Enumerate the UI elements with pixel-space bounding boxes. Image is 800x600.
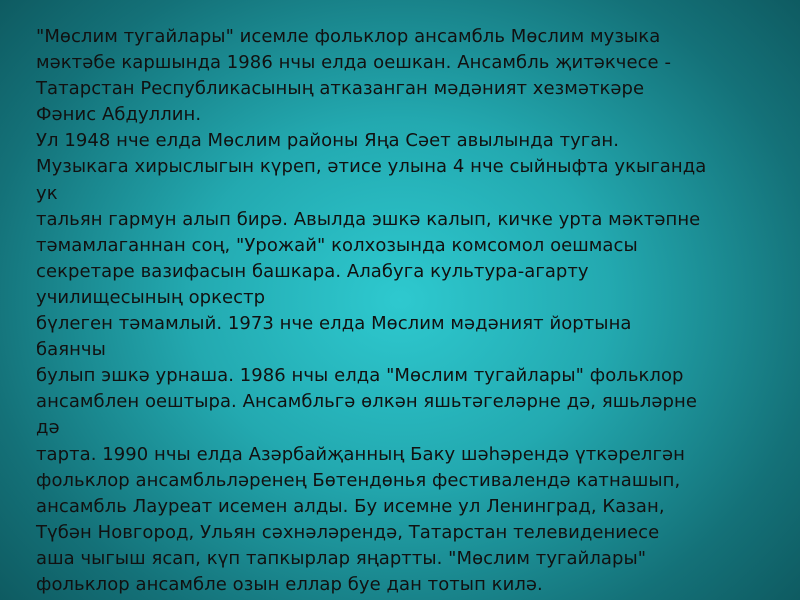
text-line: тальян гармун алып бирә. Авылда эшкә калып, кичке урта мәктәпне (36, 208, 701, 230)
text-line: дә (36, 417, 60, 439)
text-line: мәктәбе каршында 1986 нчы елда оешкан. Ансамбль җитәкчесе - (36, 52, 671, 74)
text-line: Музыкага хирыслыгын күреп, әтисе улына 4 нче сыйныфта укыганда (36, 156, 707, 178)
text-line: баянчы (36, 339, 106, 361)
text-line: Фәнис Абдуллин. (36, 104, 202, 126)
text-line: "Мөслим тугайлары" исемле фольклор ансамбль Мөслим музыка (36, 26, 661, 47)
text-line: ук (36, 182, 58, 204)
slide-text-body (36, 24, 756, 598)
text-line: Түбән Новгород, Ульян сәхнәләрендә, Татарстан телевидениесе (36, 521, 660, 543)
text-line: тарта. 1990 нчы елда Азәрбайҗанның Баку шәһәрендә үткәрелгән (36, 443, 685, 465)
text-line: фольклор ансамбльләренең Бөтендөнья фестивалендә катнашып, (36, 469, 681, 491)
text-line: тәмамлаганнан соң, "Урожай" колхозында комсомол оешмасы (36, 234, 638, 256)
text-line: училищесының оркестр (36, 286, 266, 308)
text-line: аша чыгыш ясап, күп тапкырлар яңартты. "Мөслим тугайлары" (36, 547, 647, 569)
text-line: Татарстан Республикасының атказанган мәдәният хезмәткәре (36, 78, 645, 100)
text-line: Ул 1948 нче елда Мөслим районы Яңа Сәет авылында туган. (36, 130, 619, 152)
text-line: бүлеген тәмамлый. 1973 нче елда Мөслим мәдәният йортына (36, 313, 632, 335)
text-line: секретаре вазифасын башкара. Алабуга культура-агарту (36, 260, 589, 282)
text-line: ансамбль Лауреат исемен алды. Бу исемне ул Ленинград, Казан, (36, 495, 665, 517)
text-line: ансамблен оештыра. Ансамбльгә өлкән яшьтәгеләрне дә, яшьләрне (36, 391, 697, 413)
text-line: булып эшкә урнаша. 1986 нчы елда "Мөслим тугайлары" фольклор (36, 365, 684, 387)
text-line: фольклор ансамбле озын еллар буе дан тотып килә. (36, 573, 543, 595)
